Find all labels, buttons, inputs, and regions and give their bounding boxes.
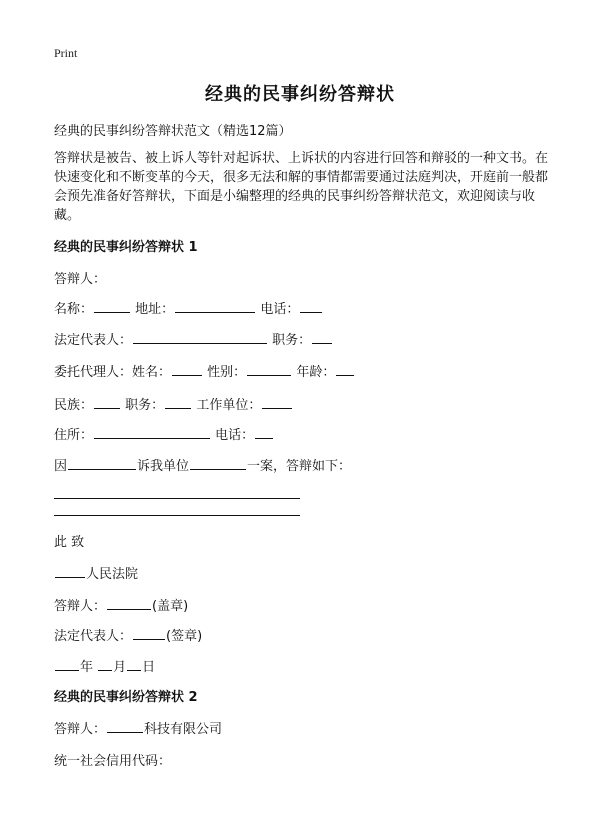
ethnicity-blank — [94, 396, 120, 409]
sign-rep-label: 法定代表人： — [54, 629, 133, 644]
intro-heading: 经典的民事纠纷答辩状范文（精选12篇） — [54, 124, 292, 139]
year-blank — [55, 658, 79, 671]
work-unit-label: 工作单位： — [196, 398, 262, 413]
sign-rep-line — [54, 625, 202, 644]
position-label: 职务： — [272, 333, 312, 348]
respondent-label: 答辩人： — [54, 272, 107, 287]
company-blank — [107, 720, 143, 733]
agent-position-blank — [165, 396, 191, 409]
residence-phone-blank — [255, 426, 273, 439]
to-line: 此 致 — [54, 535, 85, 550]
day-label: 日 — [142, 660, 156, 675]
phone-label: 电话： — [260, 302, 300, 317]
month-blank — [98, 658, 112, 671]
page-title: 经典的民事纠纷答辩状 — [205, 84, 395, 105]
address-blank — [175, 300, 255, 313]
residence-label: 住所： — [54, 428, 94, 443]
print-link[interactable]: Print — [54, 46, 78, 60]
reply-blank-line-2 — [54, 515, 300, 516]
section2-respondent-label: 答辩人： — [54, 722, 107, 737]
agent-name-label: 委托代理人：姓名： — [54, 365, 172, 380]
ethnicity-label: 民族： — [54, 398, 94, 413]
case-reply-label: 一案，答辩如下： — [247, 459, 352, 474]
address-label: 地址： — [135, 302, 175, 317]
date-line — [54, 656, 155, 675]
court-line — [54, 563, 138, 582]
court-blank — [55, 565, 85, 578]
legal-rep-blank — [133, 331, 267, 344]
company-label: 科技有限公司 — [144, 722, 223, 737]
name-label: 名称： — [54, 302, 94, 317]
gender-label: 性别： — [207, 365, 247, 380]
residence-phone-label: 电话： — [215, 428, 255, 443]
sign-respondent-label: 答辩人： — [54, 599, 107, 614]
agent-position-label: 职务： — [125, 398, 165, 413]
reply-blank-line-1 — [54, 498, 300, 499]
section2-respondent-line — [54, 718, 222, 737]
intro-paragraph: 答辩状是被告、被上诉人等针对起诉状、上诉状的内容进行回答和辩驳的一种文书。在快速变化和不断变革的今天，很多无法和解的事情都需要通过法庭判决，开庭前一般都会预先准备好答辩状，下面是小编整理的经典的民事纠纷答辩状范文，欢迎阅读与收藏。 — [54, 151, 549, 223]
court-label: 人民法院 — [86, 567, 139, 582]
cause-blank — [190, 457, 246, 470]
agent-name-blank — [172, 363, 202, 376]
seal-label: (盖章) — [152, 599, 189, 614]
sued-label: 诉我单位 — [137, 459, 190, 474]
gender-blank — [247, 363, 291, 376]
position-blank — [312, 331, 332, 344]
agent-line — [54, 361, 355, 380]
residence-line — [54, 424, 274, 443]
section1-heading: 经典的民事纠纷答辩状 1 — [54, 240, 198, 255]
sign-rep-blank — [133, 627, 165, 640]
year-label: 年 — [80, 660, 94, 675]
case-line — [54, 455, 351, 474]
signature-label: (签章) — [166, 629, 203, 644]
phone-blank — [300, 300, 322, 313]
age-label: 年龄： — [296, 365, 336, 380]
plaintiff-blank — [68, 457, 136, 470]
name-blank — [94, 300, 130, 313]
legal-rep-line — [54, 329, 333, 348]
legal-rep-label: 法定代表人： — [54, 333, 133, 348]
sign-respondent-blank — [107, 597, 151, 610]
name-address-phone-line — [54, 298, 323, 317]
credit-code-line: 统一社会信用代码： — [54, 754, 172, 769]
residence-blank — [94, 426, 210, 439]
month-label: 月 — [113, 660, 127, 675]
day-blank — [127, 658, 141, 671]
age-blank — [336, 363, 354, 376]
respondent-line — [54, 268, 106, 287]
work-unit-blank — [262, 396, 292, 409]
because-label: 因 — [54, 459, 68, 474]
sign-respondent-line — [54, 595, 188, 614]
section2-heading: 经典的民事纠纷答辩状 2 — [54, 690, 198, 705]
ethnicity-line — [54, 394, 293, 413]
